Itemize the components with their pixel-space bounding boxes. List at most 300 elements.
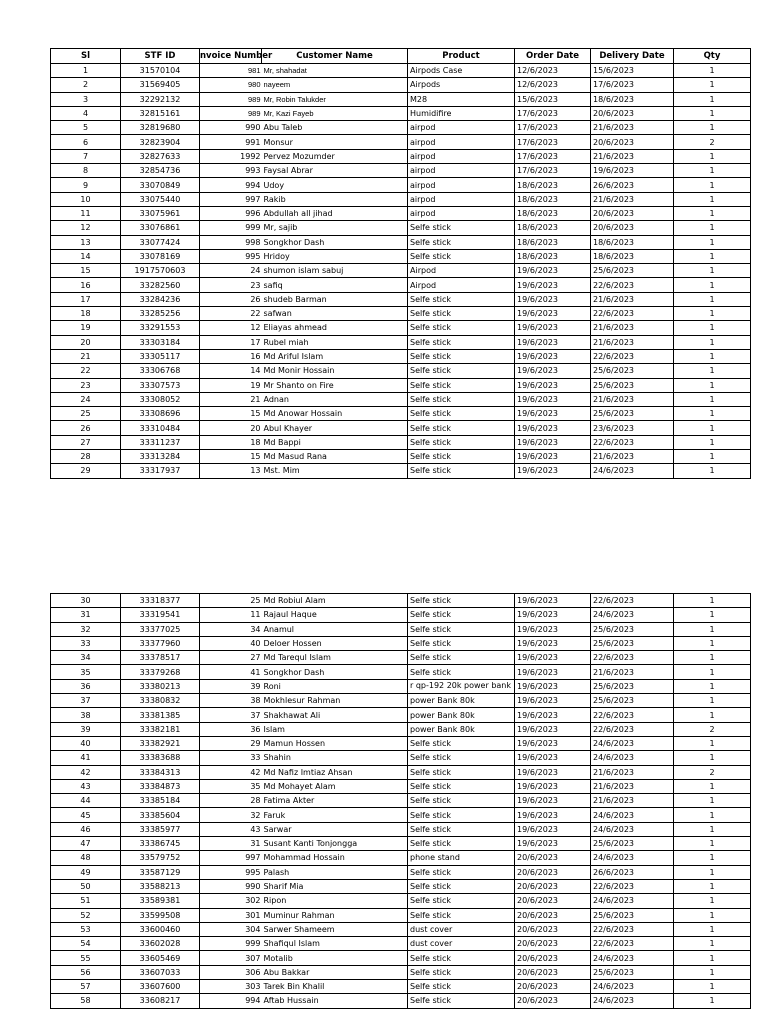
- row-stf-id: 33075440: [121, 192, 200, 206]
- row-sl: 6: [51, 135, 121, 149]
- row-product: Selfe stick: [408, 837, 515, 851]
- row-invoice-number: 989: [200, 92, 262, 106]
- row-sl: 55: [51, 951, 121, 965]
- table-row: [51, 121, 751, 135]
- row-sl: 43: [51, 779, 121, 793]
- row-order-date: 19/6/2023: [515, 794, 591, 808]
- row-invoice-number: 18: [200, 435, 262, 449]
- row-sl: 15: [51, 264, 121, 278]
- row-product: Selfe stick: [408, 765, 515, 779]
- row-product: Airpods: [408, 78, 515, 92]
- row-order-date: 20/6/2023: [515, 994, 591, 1008]
- table-row: [51, 135, 751, 149]
- row-sl: 12: [51, 221, 121, 235]
- header-product: Product: [408, 49, 515, 64]
- row-customer-name: Songkhor Dash: [262, 665, 408, 679]
- row-qty: 1: [674, 249, 751, 263]
- row-customer-name: Mr, Robin Talukder: [262, 92, 408, 106]
- row-qty: 1: [674, 206, 751, 220]
- row-delivery-date: 18/6/2023: [591, 249, 674, 263]
- row-delivery-date: 25/6/2023: [591, 679, 674, 693]
- row-product: Airpods Case: [408, 64, 515, 78]
- row-delivery-date: 22/6/2023: [591, 349, 674, 363]
- row-stf-id: 33384313: [121, 765, 200, 779]
- row-delivery-date: 25/6/2023: [591, 264, 674, 278]
- row-product: Selfe stick: [408, 435, 515, 449]
- row-delivery-date: 24/6/2023: [591, 822, 674, 836]
- row-delivery-date: 24/6/2023: [591, 736, 674, 750]
- row-customer-name: Abu Taleb: [262, 121, 408, 135]
- row-order-date: 20/6/2023: [515, 908, 591, 922]
- row-invoice-number: 25: [200, 594, 262, 608]
- row-delivery-date: 20/6/2023: [591, 221, 674, 235]
- row-invoice-number: 41: [200, 665, 262, 679]
- row-stf-id: 1917570603: [121, 264, 200, 278]
- row-qty: 1: [674, 636, 751, 650]
- row-stf-id: 32819680: [121, 121, 200, 135]
- row-qty: 1: [674, 708, 751, 722]
- row-sl: 41: [51, 751, 121, 765]
- row-product: Selfe stick: [408, 594, 515, 608]
- row-stf-id: 33307573: [121, 378, 200, 392]
- table-row: [51, 994, 751, 1008]
- row-customer-name: Mr, sajib: [262, 221, 408, 235]
- table-row: [51, 665, 751, 679]
- table-row: [51, 837, 751, 851]
- row-order-date: 20/6/2023: [515, 965, 591, 979]
- row-invoice-number: 995: [200, 249, 262, 263]
- row-order-date: 19/6/2023: [515, 307, 591, 321]
- row-qty: 1: [674, 665, 751, 679]
- row-invoice-number: 990: [200, 879, 262, 893]
- row-qty: 1: [674, 851, 751, 865]
- row-order-date: 20/6/2023: [515, 951, 591, 965]
- row-sl: 57: [51, 980, 121, 994]
- row-stf-id: 32854736: [121, 164, 200, 178]
- row-product: Airpod: [408, 278, 515, 292]
- table-row: [51, 264, 751, 278]
- row-customer-name: shudeb Barman: [262, 292, 408, 306]
- row-customer-name: Mr, shahadat: [262, 64, 408, 78]
- row-customer-name: Fatima Akter: [262, 794, 408, 808]
- row-product: Selfe stick: [408, 636, 515, 650]
- table-row: [51, 937, 751, 951]
- row-order-date: 18/6/2023: [515, 235, 591, 249]
- row-invoice-number: 35: [200, 779, 262, 793]
- row-order-date: 19/6/2023: [515, 694, 591, 708]
- row-customer-name: Md Tarequl Islam: [262, 651, 408, 665]
- row-sl: 52: [51, 908, 121, 922]
- order-table-top: [50, 48, 751, 479]
- row-stf-id: 33377960: [121, 636, 200, 650]
- row-qty: 1: [674, 794, 751, 808]
- row-product: Airpod: [408, 264, 515, 278]
- table-row: [51, 206, 751, 220]
- row-product: Selfe stick: [408, 249, 515, 263]
- row-invoice-number: 307: [200, 951, 262, 965]
- row-product: Selfe stick: [408, 736, 515, 750]
- row-stf-id: 33317937: [121, 464, 200, 478]
- row-sl: 54: [51, 937, 121, 951]
- row-invoice-number: 20: [200, 421, 262, 435]
- table-row: [51, 235, 751, 249]
- row-delivery-date: 22/6/2023: [591, 435, 674, 449]
- row-qty: 1: [674, 435, 751, 449]
- table-row: [51, 765, 751, 779]
- row-sl: 18: [51, 307, 121, 321]
- row-product: r qp-192 20k power bank: [408, 679, 515, 693]
- row-delivery-date: 21/6/2023: [591, 665, 674, 679]
- row-stf-id: 33378517: [121, 651, 200, 665]
- row-order-date: 19/6/2023: [515, 765, 591, 779]
- row-qty: 1: [674, 951, 751, 965]
- row-order-date: 19/6/2023: [515, 421, 591, 435]
- row-stf-id: 33602028: [121, 937, 200, 951]
- row-order-date: 20/6/2023: [515, 879, 591, 893]
- row-stf-id: 33305117: [121, 349, 200, 363]
- row-customer-name: safwan: [262, 307, 408, 321]
- table-row: [51, 651, 751, 665]
- table-row: [51, 106, 751, 120]
- row-customer-name: Shahin: [262, 751, 408, 765]
- row-invoice-number: 33: [200, 751, 262, 765]
- table-row: [51, 808, 751, 822]
- row-stf-id: 33379268: [121, 665, 200, 679]
- row-delivery-date: 21/6/2023: [591, 192, 674, 206]
- row-delivery-date: 21/6/2023: [591, 450, 674, 464]
- row-qty: 1: [674, 92, 751, 106]
- row-invoice-number: 15: [200, 407, 262, 421]
- row-product: dust cover: [408, 922, 515, 936]
- row-sl: 39: [51, 722, 121, 736]
- row-sl: 28: [51, 450, 121, 464]
- row-customer-name: Eliayas ahmead: [262, 321, 408, 335]
- table-row: [51, 321, 751, 335]
- row-delivery-date: 25/6/2023: [591, 364, 674, 378]
- row-stf-id: 33599508: [121, 908, 200, 922]
- row-qty: 2: [674, 135, 751, 149]
- row-delivery-date: 22/6/2023: [591, 722, 674, 736]
- row-product: Selfe stick: [408, 951, 515, 965]
- header-stf-id: STF ID: [121, 49, 200, 64]
- row-order-date: 19/6/2023: [515, 837, 591, 851]
- row-invoice-number: 306: [200, 965, 262, 979]
- row-customer-name: Mamun Hossen: [262, 736, 408, 750]
- row-product: Selfe stick: [408, 751, 515, 765]
- row-invoice-number: 996: [200, 206, 262, 220]
- table-row: [51, 679, 751, 693]
- row-qty: 1: [674, 994, 751, 1008]
- row-order-date: 17/6/2023: [515, 149, 591, 163]
- row-product: airpod: [408, 192, 515, 206]
- header-invoice-number: nvoice Number: [200, 49, 262, 64]
- row-order-date: 19/6/2023: [515, 264, 591, 278]
- row-sl: 16: [51, 278, 121, 292]
- row-invoice-number: 997: [200, 192, 262, 206]
- row-delivery-date: 24/6/2023: [591, 851, 674, 865]
- row-qty: 1: [674, 335, 751, 349]
- row-invoice-number: 999: [200, 937, 262, 951]
- row-qty: 1: [674, 364, 751, 378]
- row-stf-id: 31570104: [121, 64, 200, 78]
- row-qty: 1: [674, 64, 751, 78]
- row-delivery-date: 22/6/2023: [591, 651, 674, 665]
- row-invoice-number: 998: [200, 235, 262, 249]
- row-sl: 53: [51, 922, 121, 936]
- row-qty: 1: [674, 178, 751, 192]
- row-qty: 1: [674, 622, 751, 636]
- row-invoice-number: 991: [200, 135, 262, 149]
- header-sl: Sl: [51, 49, 121, 64]
- row-delivery-date: 24/6/2023: [591, 608, 674, 622]
- row-order-date: 19/6/2023: [515, 292, 591, 306]
- row-sl: 23: [51, 378, 121, 392]
- row-stf-id: 33303184: [121, 335, 200, 349]
- row-invoice-number: 993: [200, 164, 262, 178]
- row-order-date: 20/6/2023: [515, 937, 591, 951]
- row-sl: 17: [51, 292, 121, 306]
- row-delivery-date: 24/6/2023: [591, 751, 674, 765]
- table-row: [51, 92, 751, 106]
- row-customer-name: Ripon: [262, 894, 408, 908]
- row-qty: 1: [674, 464, 751, 478]
- row-product: Selfe stick: [408, 407, 515, 421]
- row-delivery-date: 21/6/2023: [591, 292, 674, 306]
- row-qty: 1: [674, 321, 751, 335]
- row-invoice-number: 28: [200, 794, 262, 808]
- row-delivery-date: 21/6/2023: [591, 392, 674, 406]
- row-product: Selfe stick: [408, 235, 515, 249]
- row-sl: 49: [51, 865, 121, 879]
- row-sl: 30: [51, 594, 121, 608]
- row-invoice-number: 43: [200, 822, 262, 836]
- row-product: Selfe stick: [408, 392, 515, 406]
- row-sl: 27: [51, 435, 121, 449]
- row-invoice-number: 980: [200, 78, 262, 92]
- row-delivery-date: 21/6/2023: [591, 794, 674, 808]
- row-delivery-date: 17/6/2023: [591, 78, 674, 92]
- row-customer-name: Islam: [262, 722, 408, 736]
- row-invoice-number: 21: [200, 392, 262, 406]
- row-delivery-date: 22/6/2023: [591, 278, 674, 292]
- row-customer-name: Faysal Abrar: [262, 164, 408, 178]
- row-qty: 1: [674, 164, 751, 178]
- row-product: Selfe stick: [408, 808, 515, 822]
- row-qty: 1: [674, 779, 751, 793]
- row-order-date: 19/6/2023: [515, 594, 591, 608]
- row-order-date: 19/6/2023: [515, 335, 591, 349]
- row-qty: 1: [674, 378, 751, 392]
- row-delivery-date: 25/6/2023: [591, 378, 674, 392]
- table-row: [51, 421, 751, 435]
- row-invoice-number: 17: [200, 335, 262, 349]
- table-row: [51, 464, 751, 478]
- row-stf-id: 33285256: [121, 307, 200, 321]
- row-product: airpod: [408, 149, 515, 163]
- row-invoice-number: 24: [200, 264, 262, 278]
- row-product: airpod: [408, 121, 515, 135]
- row-sl: 36: [51, 679, 121, 693]
- row-qty: 1: [674, 192, 751, 206]
- table-row: [51, 335, 751, 349]
- row-order-date: 18/6/2023: [515, 206, 591, 220]
- table-row: [51, 879, 751, 893]
- row-qty: 1: [674, 221, 751, 235]
- row-qty: 1: [674, 837, 751, 851]
- row-customer-name: Md Bappi: [262, 435, 408, 449]
- row-customer-name: Sarwer Shameem: [262, 922, 408, 936]
- row-qty: 1: [674, 865, 751, 879]
- row-sl: 3: [51, 92, 121, 106]
- row-order-date: 17/6/2023: [515, 135, 591, 149]
- row-customer-name: Aftab Hussain: [262, 994, 408, 1008]
- row-invoice-number: 15: [200, 450, 262, 464]
- row-product: phone stand: [408, 851, 515, 865]
- row-qty: 2: [674, 722, 751, 736]
- row-product: M28: [408, 92, 515, 106]
- row-product: Selfe stick: [408, 349, 515, 363]
- row-customer-name: Mst. Mim: [262, 464, 408, 478]
- row-customer-name: Md Mohayet Alam: [262, 779, 408, 793]
- row-sl: 51: [51, 894, 121, 908]
- row-customer-name: Md Anowar Hossain: [262, 407, 408, 421]
- row-customer-name: Rakib: [262, 192, 408, 206]
- row-customer-name: Mr, Kazi Fayeb: [262, 106, 408, 120]
- row-sl: 20: [51, 335, 121, 349]
- table-row: [51, 851, 751, 865]
- row-stf-id: 33385977: [121, 822, 200, 836]
- row-product: airpod: [408, 206, 515, 220]
- header-row: [51, 49, 751, 64]
- row-delivery-date: 18/6/2023: [591, 92, 674, 106]
- table-row: [51, 951, 751, 965]
- row-order-date: 19/6/2023: [515, 622, 591, 636]
- table-row: [51, 779, 751, 793]
- row-sl: 48: [51, 851, 121, 865]
- row-order-date: 12/6/2023: [515, 64, 591, 78]
- row-stf-id: 33600460: [121, 922, 200, 936]
- table-row: [51, 736, 751, 750]
- row-delivery-date: 24/6/2023: [591, 808, 674, 822]
- row-sl: 47: [51, 837, 121, 851]
- row-stf-id: 33385184: [121, 794, 200, 808]
- row-sl: 45: [51, 808, 121, 822]
- row-stf-id: 33308052: [121, 392, 200, 406]
- table-row: [51, 78, 751, 92]
- row-qty: 1: [674, 292, 751, 306]
- row-stf-id: 33284236: [121, 292, 200, 306]
- row-customer-name: Susant Kanti Tonjongga: [262, 837, 408, 851]
- row-stf-id: 33318377: [121, 594, 200, 608]
- table-row: [51, 164, 751, 178]
- row-order-date: 15/6/2023: [515, 92, 591, 106]
- row-stf-id: 33384873: [121, 779, 200, 793]
- row-sl: 38: [51, 708, 121, 722]
- row-qty: 1: [674, 349, 751, 363]
- row-qty: 1: [674, 694, 751, 708]
- table-row: [51, 278, 751, 292]
- row-stf-id: 33589381: [121, 894, 200, 908]
- row-stf-id: 33579752: [121, 851, 200, 865]
- row-invoice-number: 999: [200, 221, 262, 235]
- table-row: [51, 364, 751, 378]
- row-product: Selfe stick: [408, 779, 515, 793]
- row-stf-id: 31569405: [121, 78, 200, 92]
- row-delivery-date: 21/6/2023: [591, 321, 674, 335]
- row-customer-name: Shafiqul Islam: [262, 937, 408, 951]
- row-order-date: 19/6/2023: [515, 779, 591, 793]
- row-order-date: 19/6/2023: [515, 665, 591, 679]
- row-delivery-date: 25/6/2023: [591, 694, 674, 708]
- row-customer-name: Muminur Rahman: [262, 908, 408, 922]
- row-product: Selfe stick: [408, 965, 515, 979]
- row-qty: 1: [674, 278, 751, 292]
- row-product: airpod: [408, 135, 515, 149]
- row-delivery-date: 25/6/2023: [591, 965, 674, 979]
- row-order-date: 19/6/2023: [515, 608, 591, 622]
- row-product: Humidifire: [408, 106, 515, 120]
- row-invoice-number: 990: [200, 121, 262, 135]
- row-product: Selfe stick: [408, 364, 515, 378]
- table-row: [51, 349, 751, 363]
- row-order-date: 12/6/2023: [515, 78, 591, 92]
- row-delivery-date: 22/6/2023: [591, 922, 674, 936]
- row-sl: 4: [51, 106, 121, 120]
- row-sl: 35: [51, 665, 121, 679]
- row-delivery-date: 21/6/2023: [591, 335, 674, 349]
- row-stf-id: 33607600: [121, 980, 200, 994]
- row-customer-name: Adnan: [262, 392, 408, 406]
- row-invoice-number: 39: [200, 679, 262, 693]
- row-invoice-number: 16: [200, 349, 262, 363]
- table-row: [51, 407, 751, 421]
- row-invoice-number: 302: [200, 894, 262, 908]
- row-stf-id: 33382921: [121, 736, 200, 750]
- row-stf-id: 32815161: [121, 106, 200, 120]
- row-order-date: 19/6/2023: [515, 708, 591, 722]
- table-body-top: [51, 64, 751, 479]
- row-product: airpod: [408, 178, 515, 192]
- row-order-date: 18/6/2023: [515, 178, 591, 192]
- row-invoice-number: 989: [200, 106, 262, 120]
- row-sl: 32: [51, 622, 121, 636]
- table-body-bottom: [51, 594, 751, 1009]
- table-row: [51, 392, 751, 406]
- row-delivery-date: 21/6/2023: [591, 121, 674, 135]
- row-product: Selfe stick: [408, 292, 515, 306]
- row-delivery-date: 22/6/2023: [591, 594, 674, 608]
- row-customer-name: Md Masud Rana: [262, 450, 408, 464]
- row-customer-name: Motalib: [262, 951, 408, 965]
- row-invoice-number: 303: [200, 980, 262, 994]
- row-qty: 1: [674, 980, 751, 994]
- row-customer-name: Anamul: [262, 622, 408, 636]
- row-customer-name: Abul Khayer: [262, 421, 408, 435]
- row-order-date: 18/6/2023: [515, 192, 591, 206]
- row-invoice-number: 27: [200, 651, 262, 665]
- row-qty: 1: [674, 149, 751, 163]
- row-qty: 1: [674, 78, 751, 92]
- row-qty: 1: [674, 822, 751, 836]
- row-product: Selfe stick: [408, 879, 515, 893]
- row-product: Selfe stick: [408, 608, 515, 622]
- row-order-date: 20/6/2023: [515, 922, 591, 936]
- table-row: [51, 708, 751, 722]
- row-invoice-number: 13: [200, 464, 262, 478]
- row-delivery-date: 21/6/2023: [591, 149, 674, 163]
- row-product: Selfe stick: [408, 421, 515, 435]
- row-invoice-number: 981: [200, 64, 262, 78]
